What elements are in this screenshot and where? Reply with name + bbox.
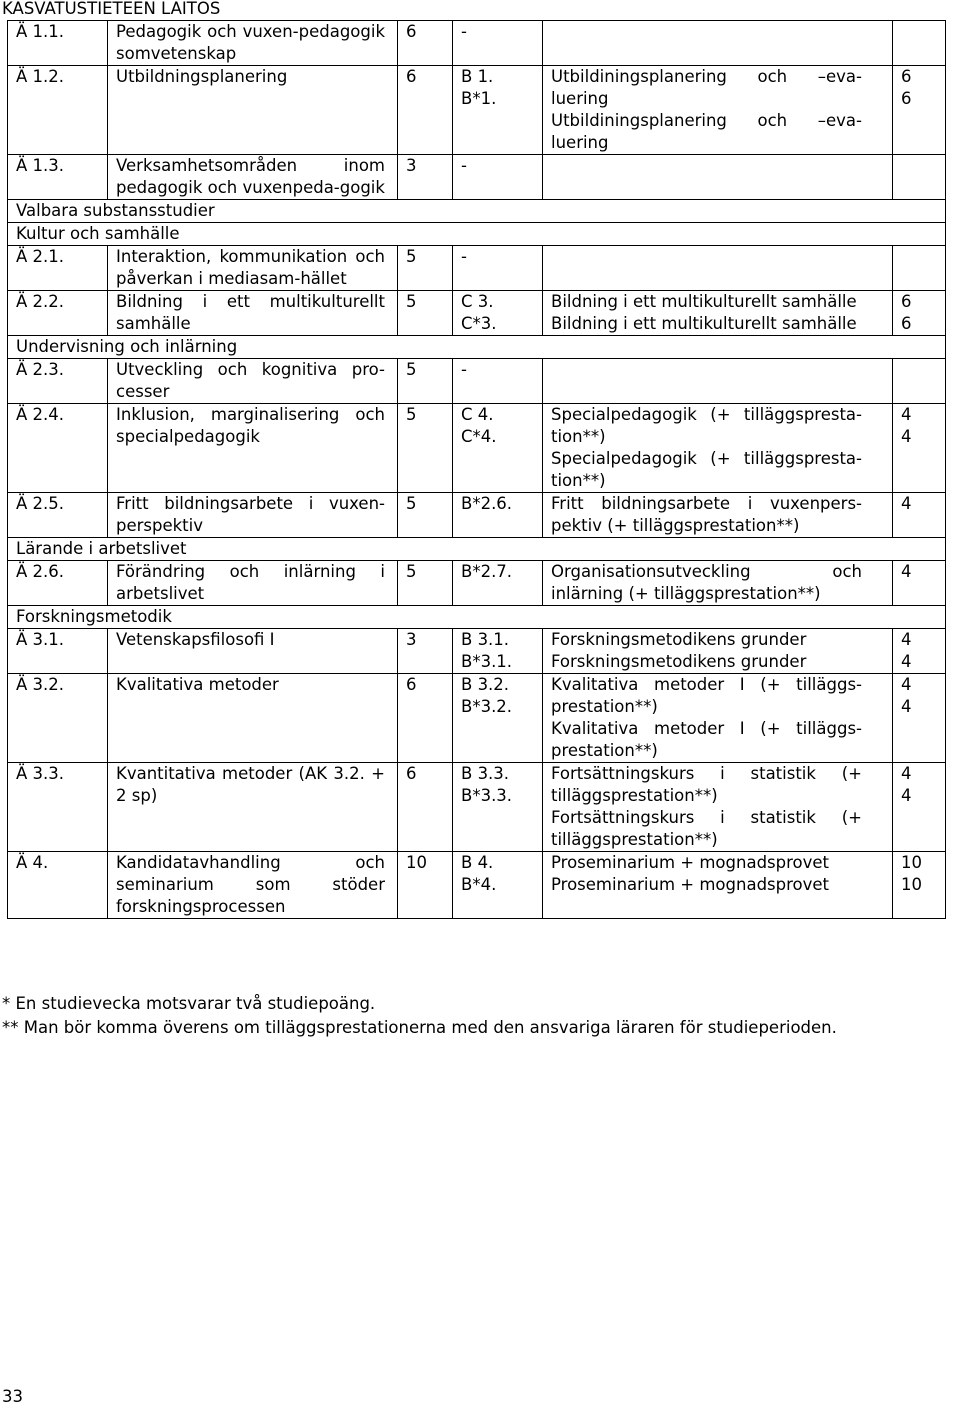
- equivalent-name: Bildning i ett multikulturellt samhälle: [551, 314, 857, 333]
- department-header: KASVATUSTIETEEN LAITOS: [2, 0, 221, 18]
- equivalent-name: Bildning i ett multikulturellt samhälle: [551, 292, 857, 311]
- equivalent-credit: 6: [901, 314, 912, 333]
- course-credits: 10: [398, 852, 453, 919]
- section-heading: Forskningsmetodik: [8, 606, 946, 629]
- no-equivalent: -: [453, 246, 543, 291]
- equivalent-credits: [893, 763, 946, 852]
- section-heading: Lärande i arbetslivet: [8, 538, 946, 561]
- no-equivalent: -: [453, 359, 543, 404]
- equivalent-credits: [893, 291, 946, 336]
- equivalent-code: B 3.1.: [461, 630, 510, 649]
- equivalent-names: [543, 404, 893, 493]
- page-number: 33: [2, 1387, 23, 1406]
- course-name: Bildning i ett multikulturellt samhälle: [108, 291, 398, 336]
- equivalent-name: Utbildiningsplanering och –eva-luering: [551, 111, 862, 152]
- course-code: Ä 2.1.: [8, 246, 108, 291]
- equivalent-code: C*4.: [461, 427, 497, 446]
- section-heading-row: [8, 336, 946, 359]
- no-equivalent: -: [453, 155, 543, 200]
- course-name: Kandidatavhandling och seminarium som stöder forskningsprocessen: [108, 852, 398, 919]
- equivalent-credit: 6: [901, 67, 912, 86]
- equivalent-name: Fortsättningskurs i statistik (+ tilläggsprestation**): [551, 764, 862, 805]
- course-credits: 3: [398, 629, 453, 674]
- equivalent-name: Specialpedagogik (+ tilläggspresta-tion**): [551, 405, 862, 446]
- course-credits: 5: [398, 493, 453, 538]
- equivalent-credit: 4: [901, 652, 912, 671]
- course-name: Kvalitativa metoder: [108, 674, 398, 763]
- equivalent-code: B*3.3.: [461, 786, 513, 805]
- equivalent-credits: [893, 674, 946, 763]
- equivalent-codes: [453, 674, 543, 763]
- course-credits: 6: [398, 763, 453, 852]
- course-code: Ä 4.: [8, 852, 108, 919]
- equivalent-credit: 4: [901, 427, 912, 446]
- course-name: Fritt bildningsarbete i vuxen-perspektiv: [108, 493, 398, 538]
- curriculum-table: [7, 20, 946, 919]
- course-code: Ä 3.3.: [8, 763, 108, 852]
- course-name: Interaktion, kommunikation och påverkan i mediasam-hället: [108, 246, 398, 291]
- no-equivalent: -: [453, 21, 543, 66]
- course-code: Ä 3.2.: [8, 674, 108, 763]
- course-code: Ä 3.1.: [8, 629, 108, 674]
- equivalent-codes: [453, 561, 543, 606]
- section-heading-row: [8, 200, 946, 223]
- equivalent-credit: 4: [901, 630, 912, 649]
- course-name: Förändring och inlärning i arbetslivet: [108, 561, 398, 606]
- equivalent-codes: [453, 493, 543, 538]
- equivalent-code: B*3.2.: [461, 697, 513, 716]
- equivalent-credit: 4: [901, 494, 912, 513]
- empty-cell: [543, 246, 893, 291]
- course-code: Ä 2.6.: [8, 561, 108, 606]
- equivalent-code: C 4.: [461, 405, 494, 424]
- equivalent-code: B 3.2.: [461, 675, 510, 694]
- course-credits: 5: [398, 359, 453, 404]
- equivalent-credits: [893, 629, 946, 674]
- equivalent-name: Utbildiningsplanering och –eva-luering: [551, 67, 862, 108]
- footnote: * En studievecka motsvarar två studiepoäng.: [2, 994, 376, 1013]
- equivalent-credit: 4: [901, 697, 912, 716]
- equivalent-credit: 10: [901, 875, 922, 894]
- equivalent-name: Kvalitativa metoder I (+ tilläggs-prestation**): [551, 719, 862, 760]
- equivalent-credits: [893, 66, 946, 155]
- equivalent-names: [543, 629, 893, 674]
- equivalent-name: Fritt bildningsarbete i vuxenpers-pektiv (+ tilläggsprestation**): [551, 494, 862, 535]
- empty-cell: [893, 21, 946, 66]
- equivalent-codes: [453, 404, 543, 493]
- equivalent-code: B*3.1.: [461, 652, 513, 671]
- section-heading: Undervisning och inlärning: [8, 336, 946, 359]
- course-row: [8, 674, 946, 763]
- equivalent-name: Forskningsmetodikens grunder: [551, 630, 807, 649]
- course-code: Ä 1.3.: [8, 155, 108, 200]
- equivalent-name: Fortsättningskurs i statistik (+ tilläggsprestation**): [551, 808, 862, 849]
- course-credits: 3: [398, 155, 453, 200]
- course-name: Verksamhetsområden inom pedagogik och vuxenpeda-gogik: [108, 155, 398, 200]
- course-code: Ä 1.1.: [8, 21, 108, 66]
- equivalent-name: Specialpedagogik (+ tilläggspresta-tion**): [551, 449, 862, 490]
- empty-cell: [543, 359, 893, 404]
- equivalent-code: C 3.: [461, 292, 494, 311]
- equivalent-credit: 10: [901, 853, 922, 872]
- equivalent-credit: 6: [901, 89, 912, 108]
- equivalent-name: Proseminarium + mognadsprovet: [551, 853, 830, 872]
- equivalent-names: [543, 493, 893, 538]
- course-code: Ä 2.5.: [8, 493, 108, 538]
- equivalent-names: [543, 763, 893, 852]
- course-row: [8, 763, 946, 852]
- equivalent-code: B*1.: [461, 89, 497, 108]
- equivalent-code: B 3.3.: [461, 764, 510, 783]
- equivalent-credits: [893, 404, 946, 493]
- course-row: [8, 155, 946, 200]
- course-row: [8, 359, 946, 404]
- equivalent-names: [543, 852, 893, 919]
- section-heading-row: [8, 538, 946, 561]
- equivalent-credits: [893, 852, 946, 919]
- equivalent-name: Proseminarium + mognadsprovet: [551, 875, 830, 894]
- equivalent-name: Organisationsutveckling och inlärning (+ tilläggsprestation**): [551, 562, 862, 603]
- equivalent-code: C*3.: [461, 314, 497, 333]
- course-name: Inklusion, marginalisering och specialpedagogik: [108, 404, 398, 493]
- course-name: Utveckling och kognitiva pro-cesser: [108, 359, 398, 404]
- course-credits: 5: [398, 561, 453, 606]
- empty-cell: [543, 21, 893, 66]
- equivalent-codes: [453, 763, 543, 852]
- equivalent-credit: 4: [901, 405, 912, 424]
- course-row: [8, 246, 946, 291]
- course-code: Ä 2.4.: [8, 404, 108, 493]
- equivalent-code: B 1.: [461, 67, 494, 86]
- course-row: [8, 404, 946, 493]
- equivalent-names: [543, 674, 893, 763]
- equivalent-credits: [893, 493, 946, 538]
- course-code: Ä 1.2.: [8, 66, 108, 155]
- course-name: Vetenskapsfilosofi I: [108, 629, 398, 674]
- equivalent-codes: [453, 852, 543, 919]
- equivalent-names: [543, 561, 893, 606]
- course-credits: 5: [398, 291, 453, 336]
- section-heading: Valbara substansstudier: [8, 200, 946, 223]
- course-credits: 6: [398, 674, 453, 763]
- course-row: [8, 629, 946, 674]
- course-row: [8, 21, 946, 66]
- equivalent-credit: 6: [901, 292, 912, 311]
- equivalent-name: Forskningsmetodikens grunder: [551, 652, 807, 671]
- equivalent-credits: [893, 561, 946, 606]
- equivalent-credit: 4: [901, 764, 912, 783]
- equivalent-codes: [453, 629, 543, 674]
- empty-cell: [893, 359, 946, 404]
- equivalent-credit: 4: [901, 675, 912, 694]
- footnote: ** Man bör komma överens om tilläggsprestationerna med den ansvariga läraren för studieperioden.: [2, 1018, 837, 1037]
- equivalent-credit: 4: [901, 562, 912, 581]
- course-name: Utbildningsplanering: [108, 66, 398, 155]
- equivalent-code: B*2.7.: [461, 562, 513, 581]
- empty-cell: [893, 155, 946, 200]
- course-row: [8, 561, 946, 606]
- empty-cell: [543, 155, 893, 200]
- course-credits: 5: [398, 246, 453, 291]
- course-credits: 6: [398, 66, 453, 155]
- equivalent-code: B*4.: [461, 875, 497, 894]
- equivalent-code: B*2.6.: [461, 494, 513, 513]
- course-name: Kvantitativa metoder (AK 3.2. + 2 sp): [108, 763, 398, 852]
- course-row: [8, 493, 946, 538]
- footnotes: [2, 992, 837, 1040]
- section-heading: Kultur och samhälle: [8, 223, 946, 246]
- empty-cell: [893, 246, 946, 291]
- course-row: [8, 66, 946, 155]
- course-credits: 6: [398, 21, 453, 66]
- course-code: Ä 2.3.: [8, 359, 108, 404]
- equivalent-credit: 4: [901, 786, 912, 805]
- course-row: [8, 852, 946, 919]
- course-row: [8, 291, 946, 336]
- section-heading-row: [8, 606, 946, 629]
- equivalent-code: B 4.: [461, 853, 494, 872]
- section-heading-row: [8, 223, 946, 246]
- equivalent-codes: [453, 291, 543, 336]
- course-credits: 5: [398, 404, 453, 493]
- course-name: Pedagogik och vuxen-pedagogik somvetenskap: [108, 21, 398, 66]
- equivalent-names: [543, 291, 893, 336]
- equivalent-names: [543, 66, 893, 155]
- equivalent-codes: [453, 66, 543, 155]
- equivalent-name: Kvalitativa metoder I (+ tilläggs-prestation**): [551, 675, 862, 716]
- course-code: Ä 2.2.: [8, 291, 108, 336]
